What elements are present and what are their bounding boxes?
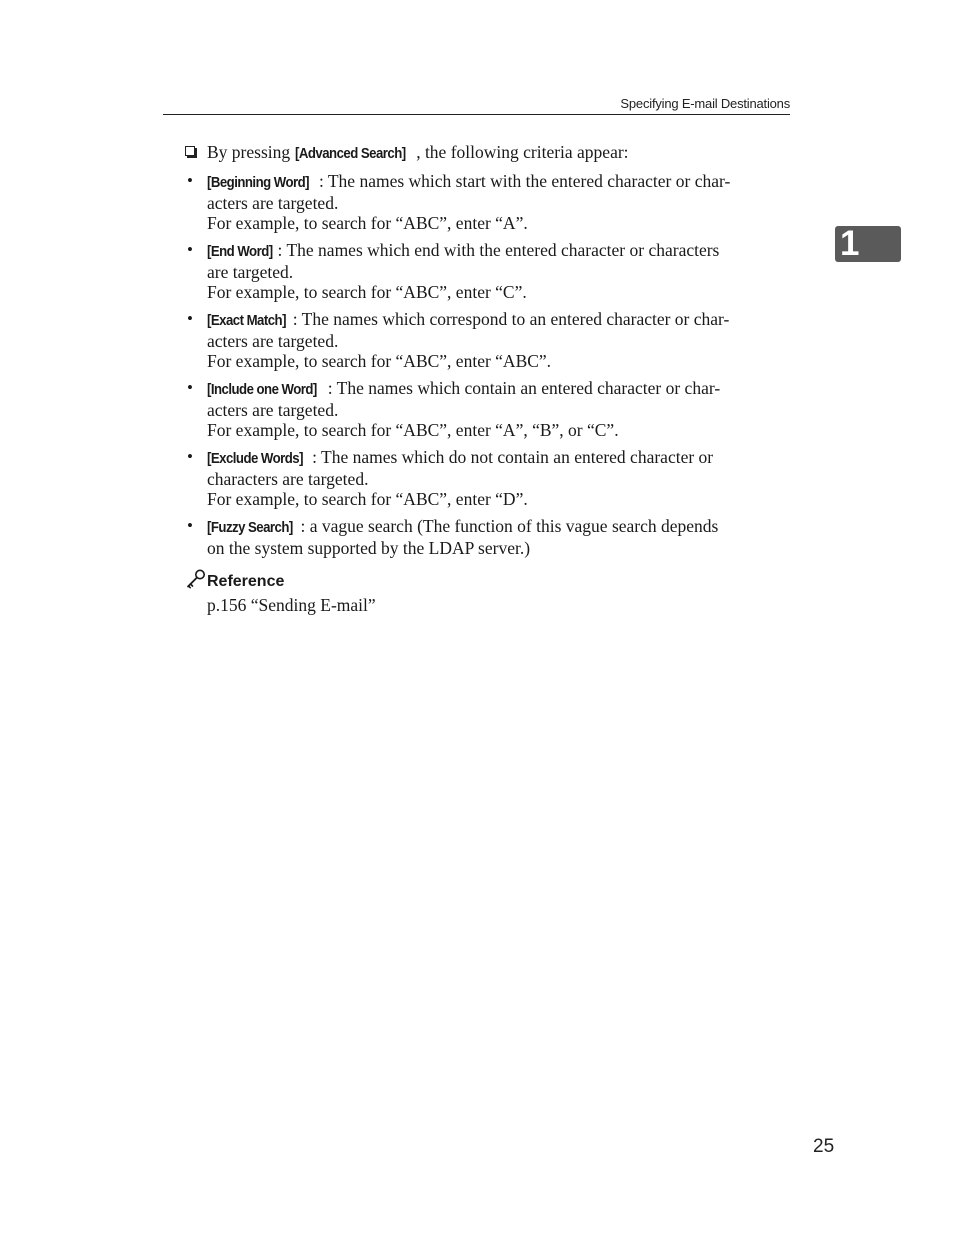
criteria-text-continued: acters are targeted.	[207, 193, 339, 213]
criteria-text-continued: acters are targeted.	[207, 400, 339, 420]
note-prefix: By pressing	[207, 142, 295, 162]
bullet-icon: •	[187, 171, 193, 190]
reference-link-text: p.156 “Sending E-mail”	[207, 595, 376, 615]
criteria-example: For example, to search for “ABC”, enter “D”.	[207, 489, 528, 509]
criteria-exact-match	[187, 309, 790, 371]
criteria-description	[207, 378, 790, 400]
criteria-text-continued: acters are targeted.	[207, 331, 339, 351]
note-line	[207, 142, 790, 164]
criteria-list	[187, 171, 790, 558]
bullet-icon: •	[187, 309, 193, 328]
bullet-icon: •	[187, 447, 193, 466]
criteria-text: : The names which end with the entered character or characters	[277, 240, 720, 260]
criteria-example: For example, to search for “ABC”, enter “A”, “B”, or “C”.	[207, 420, 619, 440]
bullet-icon: •	[187, 516, 193, 535]
criteria-key: [Fuzzy Search]	[207, 519, 293, 536]
reference-title: Reference	[207, 573, 285, 590]
criteria-text: : The names which contain an entered character or char-	[327, 378, 721, 398]
criteria-text: : a vague search (The function of this vague search depends	[300, 516, 719, 536]
criteria-text: : The names which start with the entered character or char-	[318, 171, 731, 191]
bullet-icon: •	[187, 378, 193, 397]
criteria-description	[207, 309, 790, 331]
criteria-example: For example, to search for “ABC”, enter “A”.	[207, 213, 528, 233]
criteria-text: : The names which correspond to an entered character or char-	[292, 309, 730, 329]
note-checkbox-icon	[185, 146, 195, 156]
criteria-key: [End Word]	[207, 243, 273, 260]
page-content	[187, 142, 790, 615]
chapter-number: 1	[840, 224, 860, 263]
criteria-end-word	[187, 240, 790, 302]
criteria-text: : The names which do not contain an entered character or	[312, 447, 714, 467]
page-number: 25	[813, 1136, 835, 1157]
reference-block	[207, 572, 790, 615]
criteria-key: [Exclude Words]	[207, 450, 303, 467]
criteria-text-continued: characters are targeted.	[207, 469, 369, 489]
note-suffix: , the following criteria appear:	[416, 142, 629, 162]
criteria-example: For example, to search for “ABC”, enter “ABC”.	[207, 351, 552, 371]
criteria-text-continued: on the system supported by the LDAP server.)	[207, 538, 531, 558]
advanced-search-key: [Advanced Search]	[294, 145, 406, 162]
criteria-beginning-word	[187, 171, 790, 233]
criteria-description	[207, 240, 790, 262]
criteria-description	[207, 171, 790, 193]
reference-key-icon	[185, 568, 207, 590]
running-header: Specifying E-mail Destinations	[620, 96, 790, 111]
criteria-exclude-words	[187, 447, 790, 509]
criteria-key: [Exact Match]	[207, 312, 286, 329]
criteria-include-one-word	[187, 378, 790, 440]
criteria-fuzzy-search	[187, 516, 790, 558]
bullet-icon: •	[187, 240, 193, 259]
chapter-tab	[835, 226, 901, 262]
header-divider	[163, 114, 790, 115]
criteria-key: [Beginning Word]	[207, 174, 310, 191]
criteria-description	[207, 447, 790, 469]
criteria-description	[207, 516, 790, 538]
criteria-key: [Include one Word]	[207, 381, 317, 398]
criteria-example: For example, to search for “ABC”, enter “C”.	[207, 282, 527, 302]
criteria-text-continued: are targeted.	[207, 262, 294, 282]
